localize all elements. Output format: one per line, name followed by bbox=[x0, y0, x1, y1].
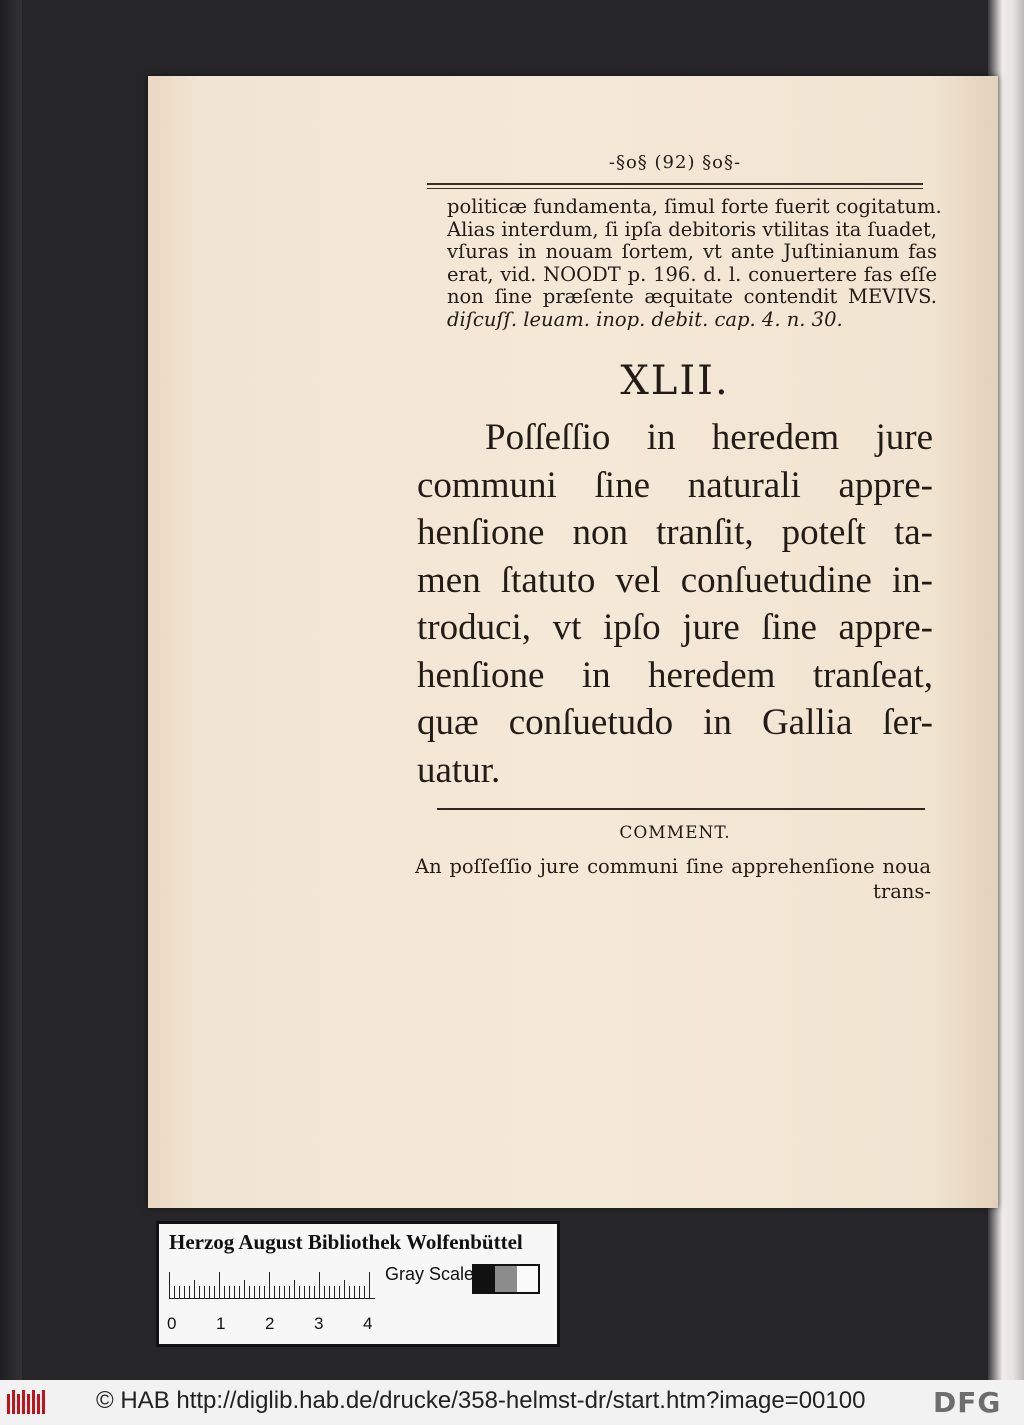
scale-ruler bbox=[169, 1268, 375, 1299]
ruler-tick bbox=[354, 1286, 355, 1298]
swatch-black bbox=[474, 1266, 495, 1292]
ruler-tick bbox=[194, 1280, 195, 1298]
ruler-tick bbox=[199, 1286, 200, 1298]
comment-paragraph bbox=[415, 855, 931, 879]
ruler-tick bbox=[359, 1286, 360, 1298]
thesis-paragraph bbox=[417, 414, 933, 794]
grayscale-swatch bbox=[472, 1264, 540, 1294]
header-rule bbox=[427, 183, 923, 185]
swatch-white bbox=[517, 1266, 538, 1292]
thesis-line: men ſtatuto vel conſuetudine in- bbox=[417, 559, 933, 601]
ruler-number: 2 bbox=[265, 1314, 275, 1333]
ruler-number: 3 bbox=[314, 1314, 324, 1333]
library-color-card bbox=[156, 1221, 560, 1347]
ruler-tick bbox=[334, 1286, 335, 1298]
section-number: XLII. bbox=[620, 358, 730, 404]
binding-edge bbox=[0, 0, 22, 1380]
ruler-tick bbox=[319, 1272, 320, 1298]
footer-bar bbox=[0, 1380, 1024, 1425]
commentary-line: erat, vid. NOODT p. 196. d. l. conuertere fas eſſe bbox=[447, 262, 937, 286]
library-name: Herzog August Bibliothek Wolfenbüttel bbox=[169, 1230, 523, 1254]
commentary-line: non ſine præſente æquitate contendit MEVIVS. bbox=[447, 285, 937, 308]
thesis-line: uatur. bbox=[417, 749, 501, 791]
commentary-paragraph bbox=[447, 195, 942, 331]
ruler-tick bbox=[269, 1272, 270, 1298]
ruler-tick bbox=[299, 1286, 300, 1298]
thesis-line: henſione in heredem tranſeat, bbox=[417, 654, 933, 696]
comment-heading: COMMENT. bbox=[619, 823, 731, 843]
ruler-tick bbox=[284, 1286, 285, 1298]
ruler-tick bbox=[214, 1286, 215, 1298]
ruler-tick bbox=[294, 1280, 295, 1298]
book-page bbox=[148, 76, 998, 1208]
ruler-tick bbox=[324, 1286, 325, 1298]
thesis-line: henſione non tranſit, poteſt ta- bbox=[417, 512, 933, 553]
ruler-tick bbox=[274, 1286, 275, 1298]
hab-logo-icon bbox=[6, 1388, 46, 1416]
ruler-tick bbox=[289, 1286, 290, 1298]
comment-line: An poſſeſſio jure communi ſine apprehenſione noua bbox=[415, 855, 931, 878]
page-header: -§o§ (92) §o§- bbox=[608, 152, 742, 173]
ruler-tick bbox=[344, 1280, 345, 1298]
ruler-tick bbox=[229, 1286, 230, 1298]
ruler-tick bbox=[219, 1272, 220, 1298]
ruler-tick bbox=[304, 1286, 305, 1298]
catchword: trans- bbox=[873, 880, 931, 903]
thesis-line: Poſſeſſio in heredem jure bbox=[485, 417, 933, 458]
ruler-tick bbox=[329, 1286, 330, 1298]
ruler-tick bbox=[279, 1286, 280, 1298]
ruler-tick bbox=[224, 1286, 225, 1298]
ruler-number: 1 bbox=[216, 1314, 226, 1333]
thesis-line: communi ſine naturali appre- bbox=[417, 464, 933, 506]
ruler-tick bbox=[339, 1286, 340, 1298]
comment-divider bbox=[437, 808, 925, 810]
commentary-line: Alias interdum, ſi ipſa debitoris vtilitas ita ſuadet, bbox=[447, 217, 937, 241]
swatch-gray bbox=[495, 1266, 516, 1292]
grayscale-label: Gray Scale bbox=[385, 1264, 475, 1284]
ruler-tick bbox=[209, 1286, 210, 1298]
ruler-numbers bbox=[167, 1314, 397, 1334]
ruler-tick bbox=[189, 1286, 190, 1298]
ruler-tick bbox=[184, 1286, 185, 1298]
ruler-number: 4 bbox=[363, 1314, 373, 1333]
commentary-line: politicæ fundamenta, ſimul forte fuerit cogitatum. bbox=[447, 195, 942, 218]
ruler-tick bbox=[179, 1286, 180, 1298]
commentary-line: vſuras in nouam ſortem, vt ante Juſtinianum fas bbox=[447, 240, 937, 263]
header-rule-thin bbox=[427, 188, 923, 189]
ruler-number: 0 bbox=[167, 1314, 177, 1333]
ruler-tick bbox=[364, 1286, 365, 1298]
ruler-tick bbox=[244, 1280, 245, 1298]
ruler-tick bbox=[174, 1286, 175, 1298]
ruler-tick bbox=[239, 1286, 240, 1298]
thesis-line: troduci, vt ipſo jure ſine appre- bbox=[417, 607, 933, 648]
ruler-tick bbox=[249, 1286, 250, 1298]
ruler-tick bbox=[259, 1286, 260, 1298]
ruler-tick bbox=[369, 1272, 370, 1298]
ruler-tick bbox=[234, 1286, 235, 1298]
dfg-logo: DFG bbox=[933, 1386, 1002, 1419]
ruler-tick bbox=[314, 1286, 315, 1298]
ruler-tick bbox=[264, 1286, 265, 1298]
commentary-line: diſcuſſ. leuam. inop. debit. cap. 4. n. 30. bbox=[447, 307, 843, 331]
thesis-line: quæ conſuetudo in Gallia ſer- bbox=[417, 702, 933, 743]
ruler-tick bbox=[254, 1286, 255, 1298]
ruler-tick bbox=[349, 1286, 350, 1298]
ruler-tick bbox=[204, 1286, 205, 1298]
ruler-tick bbox=[169, 1272, 170, 1298]
ruler-tick bbox=[309, 1286, 310, 1298]
copyright-link[interactable]: © HAB http://diglib.hab.de/drucke/358-helmst-dr/start.htm?image=00100 bbox=[96, 1387, 866, 1414]
